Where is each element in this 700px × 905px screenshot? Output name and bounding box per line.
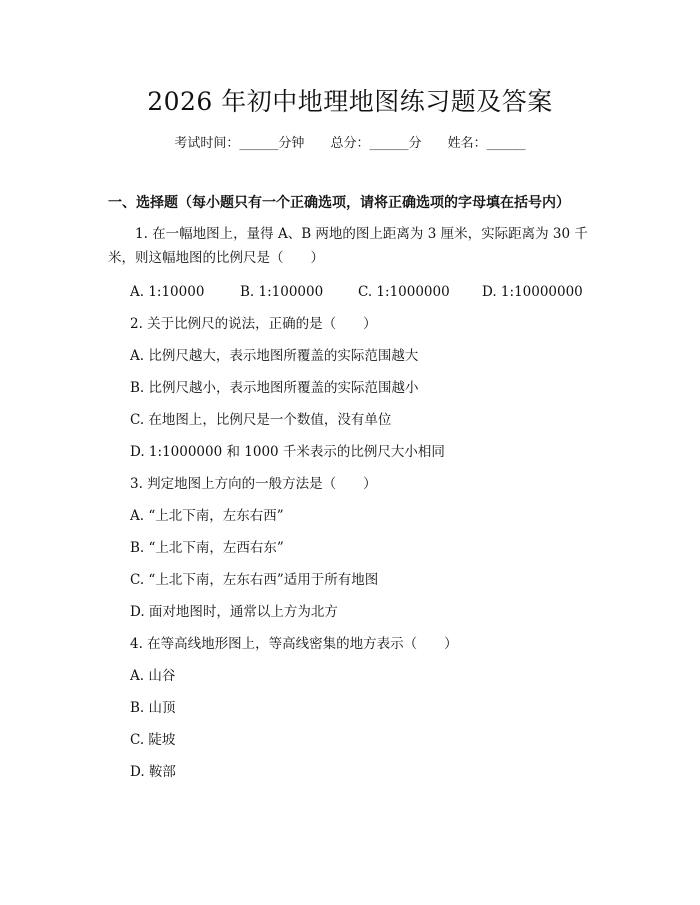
- question-2-option-d: D. 1:1000000 和 1000 千米表示的比例尺大小相同: [130, 444, 445, 460]
- question-3-option-b: B. “上北下南，左西右东”: [130, 540, 284, 556]
- question-1-option-a: A. 1:10000: [130, 284, 205, 300]
- page-title: 2026 年初中地理地图练习题及答案: [147, 87, 553, 116]
- question-4-option-c: C. 陡坡: [130, 732, 176, 748]
- section-heading: 一、选择题（每小题只有一个正确选项，请将正确选项的字母填在括号内）: [108, 195, 570, 211]
- question-3-option-c: C. “上北下南，左东右西”适用于所有地图: [130, 572, 379, 588]
- exam-time-field: 考试时间：______分钟: [174, 136, 305, 151]
- question-2-option-b: B. 比例尺越小，表示地图所覆盖的实际范围越小: [130, 380, 419, 396]
- question-1-option-d: D. 1:10000000: [482, 284, 583, 300]
- question-2-option-a: A. 比例尺越大，表示地图所覆盖的实际范围越大: [130, 348, 419, 364]
- question-1-stem: 1. 在一幅地图上，量得 A、B 两地的图上距离为 3 厘米，实际距离为 30 千米，则这幅地图的比例尺是（ ）: [108, 226, 588, 266]
- question-3-option-d: D. 面对地图时，通常以上方为北方: [130, 604, 338, 620]
- question-4-option-b: B. 山顶: [130, 700, 176, 716]
- question-2-option-c: C. 在地图上，比例尺是一个数值，没有单位: [130, 412, 392, 428]
- question-list: [108, 222, 588, 788]
- question-1-option-b: B. 1:100000: [240, 284, 324, 300]
- question-3-stem: 3. 判定地图上方向的一般方法是（ ）: [130, 476, 377, 492]
- student-name-field: 姓名：______: [447, 136, 526, 151]
- question-1-option-c: C. 1:1000000: [358, 284, 450, 300]
- exam-info: [0, 132, 700, 151]
- question-4-option-d: D. 鞍部: [130, 764, 176, 780]
- question-4-option-a: A. 山谷: [130, 668, 176, 684]
- question-2-stem: 2. 关于比例尺的说法，正确的是（ ）: [130, 316, 377, 332]
- question-1-options: [108, 280, 588, 304]
- question-4-stem: 4. 在等高线地形图上，等高线密集的地方表示（ ）: [130, 636, 458, 652]
- question-3-option-a: A. “上北下南，左东右西”: [130, 508, 284, 524]
- total-score-field: 总分：______分: [330, 136, 422, 151]
